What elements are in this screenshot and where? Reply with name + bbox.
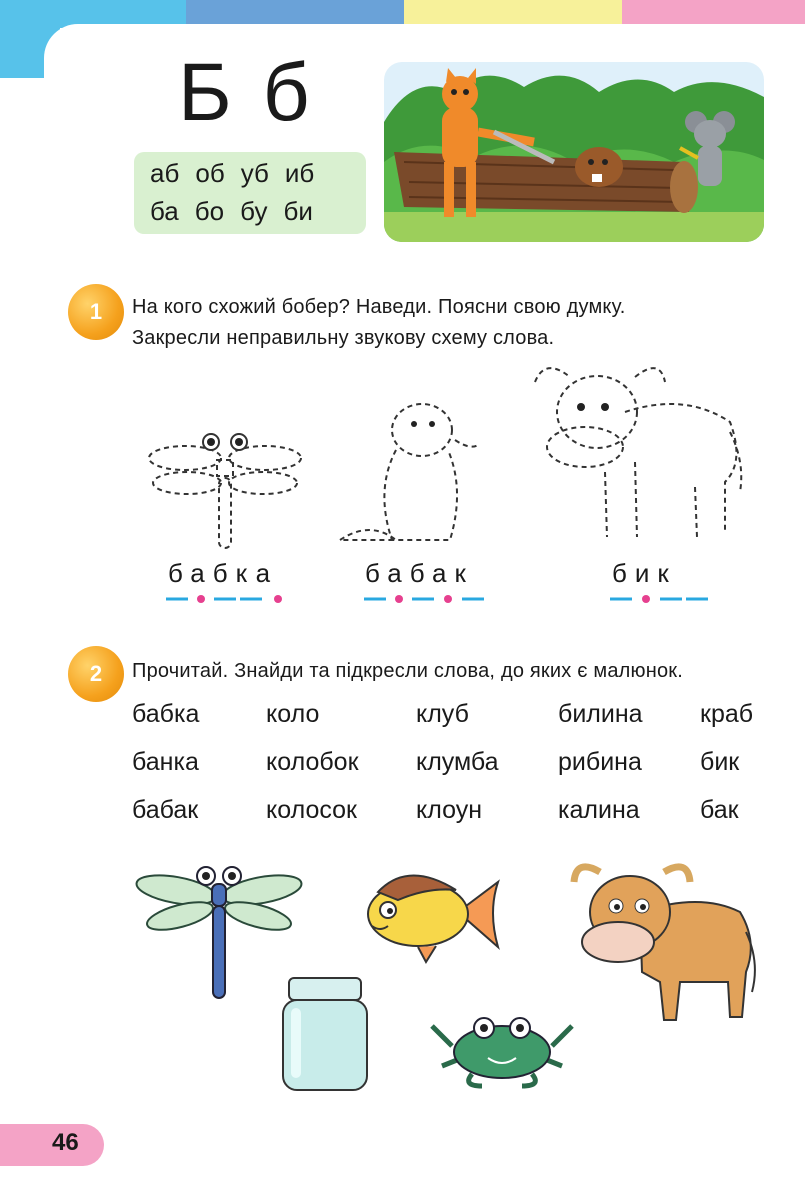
word: клумба bbox=[416, 748, 499, 776]
syllable: бо bbox=[194, 196, 225, 226]
word: бак bbox=[700, 796, 739, 824]
word-grid bbox=[132, 700, 772, 844]
sound-scheme-babka bbox=[160, 590, 300, 610]
task-number: 2 bbox=[89, 661, 103, 686]
syllable: би bbox=[283, 196, 313, 226]
word: билина bbox=[558, 700, 643, 728]
word-row bbox=[132, 796, 772, 844]
syllables-row-1 bbox=[150, 158, 314, 189]
word: бабак bbox=[132, 796, 199, 824]
word: клоун bbox=[416, 796, 483, 824]
story-illustration bbox=[384, 62, 764, 242]
word-babka: бабка bbox=[168, 558, 279, 588]
jar-icon bbox=[275, 974, 375, 1094]
task2-instruction: Прочитай. Знайди та підкресли слова, до яких є малюнок. bbox=[132, 660, 683, 682]
word: бабка bbox=[132, 700, 200, 728]
task-number-badge bbox=[68, 284, 124, 340]
syllable: аб bbox=[150, 158, 180, 188]
task-number-badge bbox=[68, 646, 124, 702]
word: бик bbox=[700, 748, 740, 776]
word: рибина bbox=[558, 748, 642, 776]
word-row bbox=[132, 700, 772, 748]
fish-icon bbox=[358, 862, 508, 967]
word-byk: бик bbox=[612, 558, 677, 588]
bull-icon bbox=[560, 852, 760, 1032]
word: клуб bbox=[416, 700, 469, 728]
dragonfly-outline-icon bbox=[145, 428, 305, 553]
word: колобок bbox=[266, 748, 359, 776]
syllables-panel bbox=[134, 152, 366, 234]
syllable: ба bbox=[150, 196, 179, 226]
word-row bbox=[132, 748, 772, 796]
syllable: об bbox=[195, 158, 225, 188]
sound-scheme-babak bbox=[358, 590, 498, 610]
word: коло bbox=[266, 700, 320, 728]
syllable: иб bbox=[284, 158, 315, 188]
page-number: 46 bbox=[52, 1129, 79, 1156]
word: банка bbox=[132, 748, 199, 776]
task1-line1: На кого схожий бобер? Наведи. Поясни свою думку. bbox=[132, 296, 626, 318]
letter-title: Б б bbox=[178, 47, 314, 138]
word-babak: бабак bbox=[365, 558, 474, 588]
sound-scheme-byk bbox=[604, 590, 714, 610]
syllable: уб bbox=[240, 158, 269, 188]
syllable: бу bbox=[240, 196, 268, 226]
word: колосок bbox=[266, 796, 357, 824]
bull-outline-icon bbox=[525, 352, 755, 552]
word: калина bbox=[558, 796, 640, 824]
task-number: 1 bbox=[89, 299, 103, 324]
task1-instruction bbox=[132, 292, 772, 354]
syllables-row-2 bbox=[150, 196, 313, 227]
crab-icon bbox=[422, 1006, 582, 1090]
marmot-outline-icon bbox=[330, 400, 490, 555]
beaver-character-icon bbox=[575, 147, 623, 187]
word: краб bbox=[700, 700, 754, 728]
task1-line2: Закресли неправильну звукову схему слова. bbox=[132, 327, 555, 349]
